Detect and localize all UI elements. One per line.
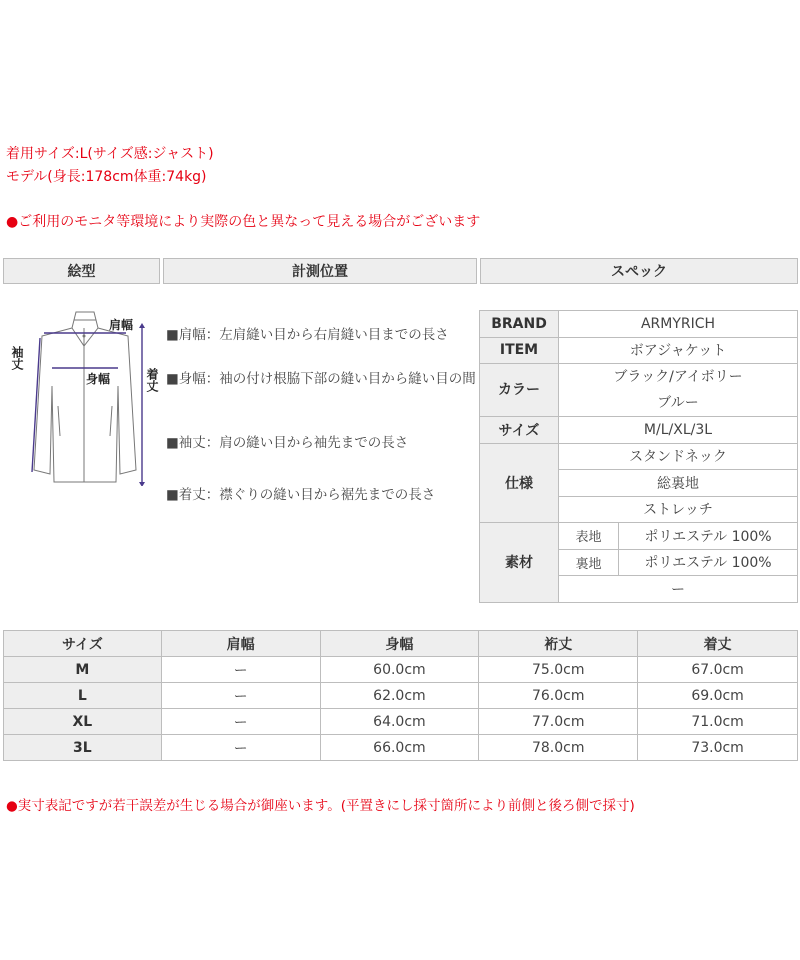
material-part: 裏地 [559,549,619,576]
spec-value: ストレッチ [559,496,798,523]
size-header: 身幅 [320,631,479,657]
spec-row-material [480,523,798,550]
size-cell: XL [4,709,162,735]
size-cell: L [4,683,162,709]
size-header: 肩幅 [161,631,320,657]
material-other: ー [559,576,798,603]
material-value: ポリエステル 100% [619,549,798,576]
size-worn-text: 着用サイズ:L(サイズ感:ジャスト) [6,146,214,162]
size-cell: ー [161,657,320,683]
size-cell: 75.0cm [479,657,638,683]
spec-row-color [480,364,798,417]
desc-shoulder: ■肩幅：左肩縫い目から右肩縫い目までの長さ [166,327,449,343]
spec-row-item [480,337,798,364]
spec-value: 総裏地 [559,470,798,497]
material-value: ポリエステル 100% [619,523,798,550]
spec-key: カラー [480,364,559,417]
spec-row-size [480,417,798,444]
spec-value: M/L/XL/3L [559,417,798,444]
size-cell: 71.0cm [638,709,798,735]
size-cell: 73.0cm [638,735,798,761]
color-value-2: ブルー [657,395,699,411]
spec-value: スタンドネック [559,443,798,470]
label-sleeve: 袖丈 [10,346,24,370]
header-measure: 計測位置 [163,258,477,284]
desc-sleeve: ■袖丈：肩の縫い目から袖先までの長さ [166,435,409,451]
jacket-outline-icon [6,306,166,486]
size-cell: 3L [4,735,162,761]
desc-length: ■着丈：襟ぐりの縫い目から裾先までの長さ [166,487,436,503]
spec-key: 素材 [480,523,559,603]
material-part: 表地 [559,523,619,550]
header-spec: スペック [480,258,798,284]
spec-value: ARMYRICH [559,311,798,338]
size-header-row [4,631,798,657]
spec-key: BRAND [480,311,559,338]
spec-row-feature [480,443,798,470]
measure-notice: ●実寸表記ですが若干誤差が生じる場合が御座います。(平置きにし採寸箇所により前側と後ろ側で採寸) [6,798,635,814]
table-row [4,657,798,683]
table-row [4,735,798,761]
color-value-1: ブラック/アイボリー [613,369,743,385]
spec-key: 仕様 [480,443,559,523]
spec-value: ボアジャケット [559,337,798,364]
size-cell: ー [161,735,320,761]
jacket-diagram [6,306,166,486]
label-shoulder: 肩幅 [109,318,134,332]
size-header: 着丈 [638,631,798,657]
model-info-text: モデル(身長:178cm体重:74kg) [6,169,207,185]
size-cell: ー [161,683,320,709]
spec-value [559,364,798,417]
size-cell: 66.0cm [320,735,479,761]
size-cell: ー [161,709,320,735]
spec-key: サイズ [480,417,559,444]
size-header: 裄丈 [479,631,638,657]
size-cell: 76.0cm [479,683,638,709]
header-figure: 絵型 [3,258,160,284]
color-notice: ●ご利用のモニタ等環境により実際の色と異なって見える場合がございます [6,214,481,230]
size-cell: 67.0cm [638,657,798,683]
spec-key: ITEM [480,337,559,364]
size-cell: M [4,657,162,683]
spec-row-brand [480,311,798,338]
table-row [4,683,798,709]
size-cell: 60.0cm [320,657,479,683]
size-cell: 62.0cm [320,683,479,709]
label-length: 着丈 [145,368,159,392]
size-cell: 78.0cm [479,735,638,761]
size-cell: 69.0cm [638,683,798,709]
size-cell: 64.0cm [320,709,479,735]
spec-table [479,310,798,603]
desc-body: ■身幅：袖の付け根脇下部の縫い目から縫い目の間 [166,371,476,387]
label-body: 身幅 [86,372,111,386]
size-table [3,630,798,761]
table-row [4,709,798,735]
size-cell: 77.0cm [479,709,638,735]
size-header: サイズ [4,631,162,657]
